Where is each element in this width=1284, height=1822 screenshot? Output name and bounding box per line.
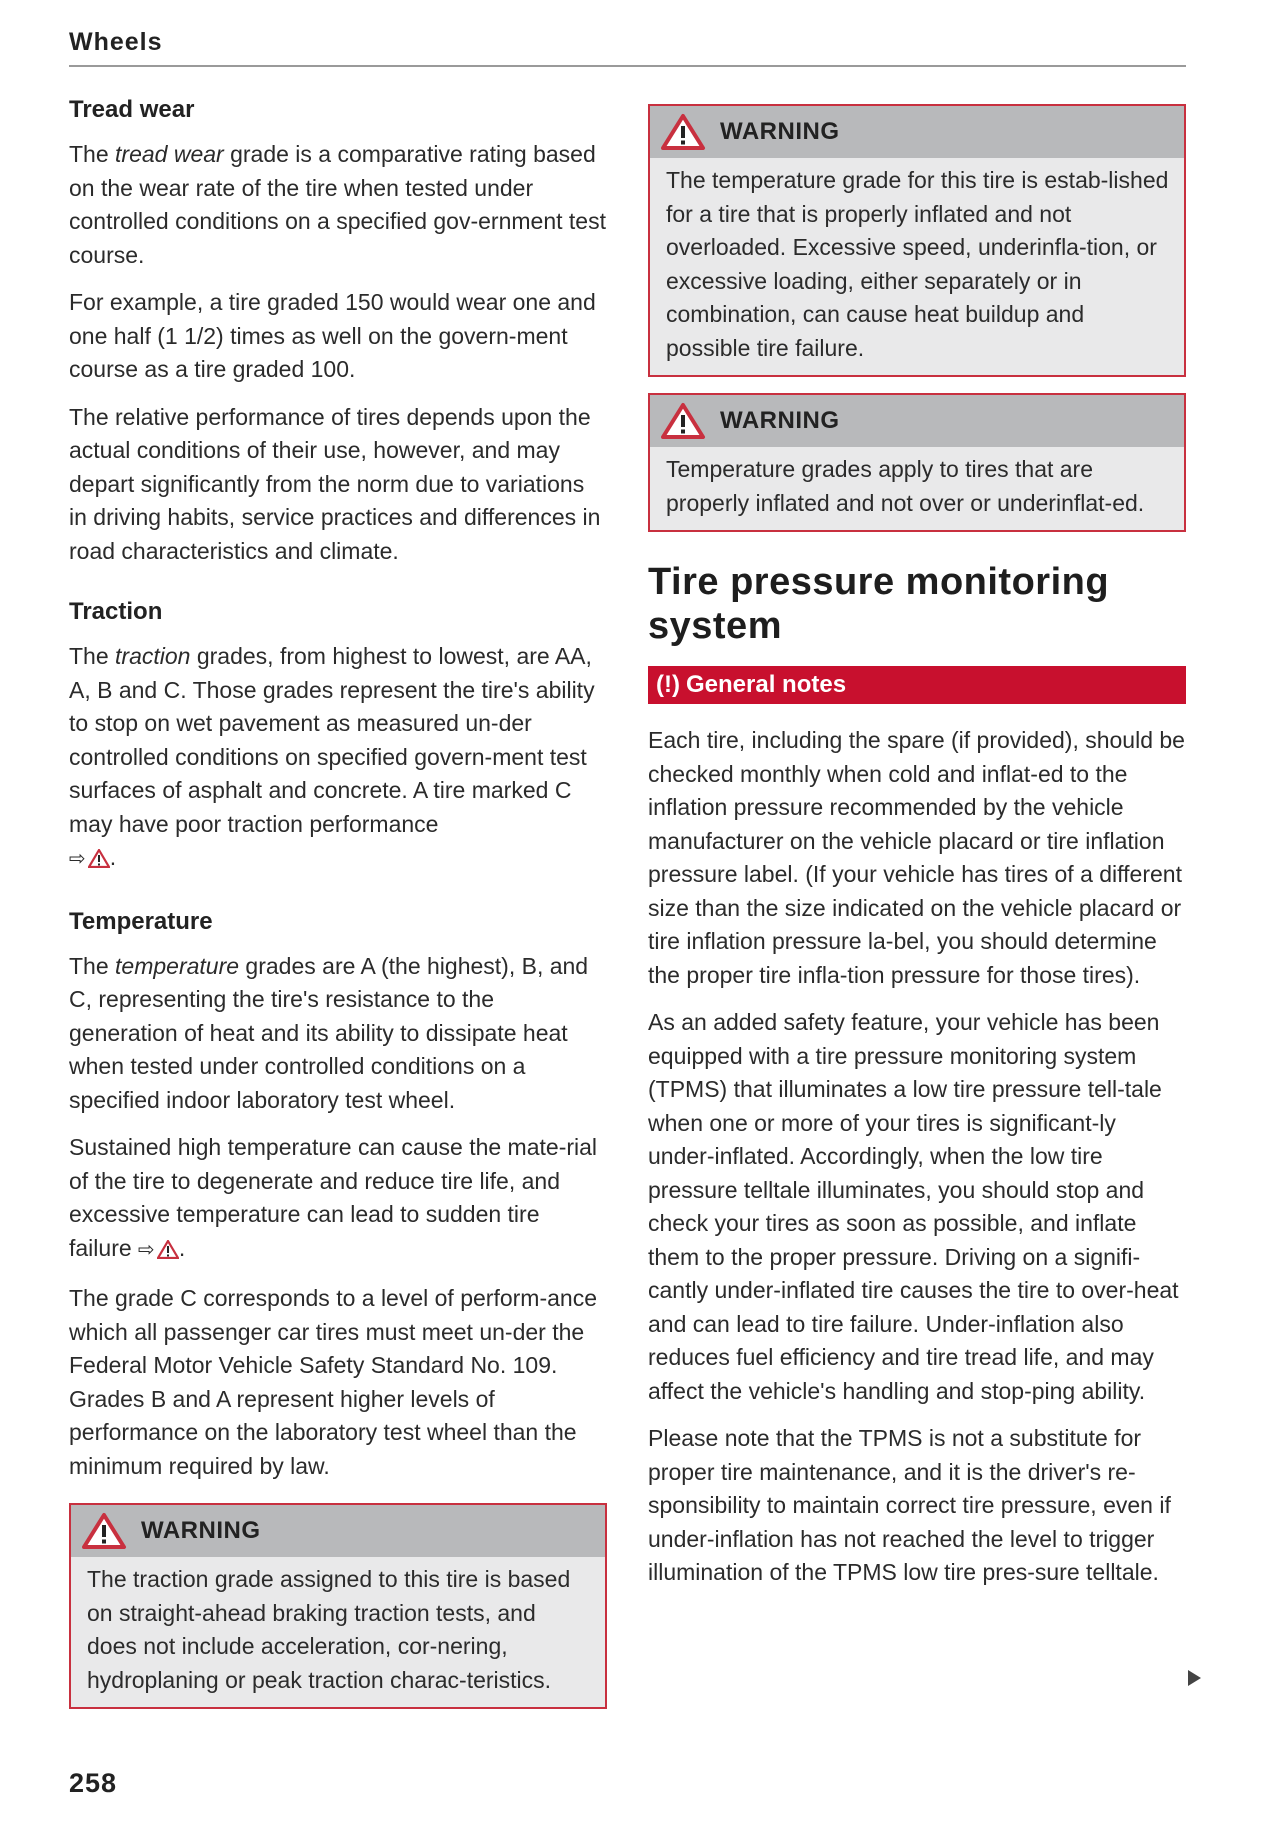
warning-title: WARNING [141, 1517, 261, 1544]
tpms-paragraph-1: Each tire, including the spare (if provided), should be checked monthly when cold and inflat-ed to the inflation pressure recommended by the vehicle manufacturer on the vehicle placard or tire inflation pressure label. (If your vehicle has tires of a different size than the size indicated on the vehicle placard or tire inflation pressure la-bel, you should determine the proper tire infla-tion pressure for those tires). [648, 727, 1185, 988]
general-notes-label: General notes [685, 671, 847, 698]
warning-title: WARNING [720, 407, 840, 434]
continue-arrow-icon [1188, 1670, 1201, 1686]
tread-wear-paragraph-1 [69, 138, 607, 272]
warning-triangle-icon [81, 1512, 127, 1550]
traction-warning-box [69, 1503, 607, 1709]
header-title: Wheels [69, 28, 163, 56]
temperature-paragraph-2 [69, 1131, 607, 1268]
general-notes-bar [648, 666, 1186, 704]
section-title: Tire pressure monitoring system [648, 561, 1110, 647]
warning-reference-icon[interactable] [157, 1235, 179, 1269]
tpms-paragraph-3: Please note that the TPMS is not a substitute for proper tire maintenance, and it is the driver's re-sponsibility to maintain correct tire pressure, even if under-inflation has not reached the level to trigger illumination of the TPMS low tire pres-sure telltale. [648, 1425, 1171, 1585]
left-column [69, 96, 607, 1725]
warning-triangle-icon [660, 113, 706, 151]
emphasis-term: temperature [115, 952, 240, 979]
temperature-grades-warning-box [648, 393, 1186, 532]
traction-heading: Traction [69, 598, 163, 625]
text-fragment: . [178, 1234, 186, 1261]
tread-wear-paragraph-2: For example, a tire graded 150 would wear one and one half (1 1/2) times as well on the govern-ment course as a tire graded 100. [69, 289, 596, 382]
note-icon: (!) [656, 671, 680, 698]
text-fragment: grade is a comparative rating based on the wear rate of the tire when tested under controlled conditions on a specified gov-ernment test course. [69, 141, 606, 268]
warning-reference-icon[interactable] [88, 844, 110, 878]
page-header [69, 28, 1186, 67]
temperature-paragraph-1 [69, 950, 607, 1118]
temperature-heading: Temperature [69, 907, 213, 935]
warning-triangle-icon [660, 402, 706, 440]
temperature-paragraph-3: The grade C corresponds to a level of perform-ance which all passenger car tires must meet un-der the Federal Motor Vehicle Safety Standard No. 109. Grades B and A represent higher levels of performance on the laboratory test wheel than the minimum required by law. [69, 1285, 597, 1479]
text-fragment: Sustained high temperature can cause the mate-rial of the tire to degenerate and reduce tire life, and excessive temperature can lead to sudden tire failure [69, 1134, 598, 1261]
text-fragment: grades are A (the highest), B, and C, representing the tire's resistance to the generation of heat and its ability to dissipate heat when tested under controlled conditions on a specified indoor laboratory test wheel. [69, 952, 589, 1113]
text-fragment: The [69, 643, 116, 669]
warning-title: WARNING [720, 118, 840, 145]
tread-wear-paragraph-3: The relative performance of tires depends upon the actual conditions of their use, however, and may depart significantly from the norm due to variations in driving habits, service practices and differences in road characteristics and climate. [69, 403, 601, 564]
tread-wear-heading: Tread wear [69, 96, 195, 123]
text-fragment: . [109, 844, 117, 870]
text-fragment: The [69, 952, 116, 979]
temperature-warning-box [648, 104, 1186, 377]
text-fragment: grades, from highest to lowest, are AA, A, B and C. Those grades represent the tire's ability to stop on wet pavement as measured un-der controlled conditions on specified govern-ment test surfaces of asphalt and concrete. A tire marked C may have poor traction performance [69, 643, 595, 837]
reference-arrow-icon[interactable]: ⇨ [69, 848, 86, 870]
right-column [648, 104, 1186, 1604]
warning-text: Temperature grades apply to tires that are properly inflated and not over or underinflat-ed. [666, 456, 1145, 516]
warning-text: The temperature grade for this tire is estab-lished for a tire that is properly inflated and not overloaded. Excessive speed, underinfla-tion, or excessive loading, either separately or in combination, can cause heat buildup and possible tire failure. [666, 167, 1169, 361]
traction-paragraph [69, 640, 607, 878]
page-number: 258 [69, 1768, 118, 1798]
text-fragment: The [69, 141, 116, 167]
warning-header [71, 1505, 605, 1557]
emphasis-term: traction [115, 643, 191, 669]
tpms-paragraph-2: As an added safety feature, your vehicle has been equipped with a tire pressure monitoring system (TPMS) that illuminates a low tire pressure tell-tale when one or more of your tires is significant-ly under-inflated. Accordingly, when the low tire pressure telltale illuminates, you should stop and check your tires as soon as possible, and inflate them to the proper pressure. Driving on a signifi-cantly under-inflated tire causes the tire to over-heat and can lead to tire failure. Under-inflation also reduces fuel efficiency and tire tread life, and may affect the vehicle's handling and stop-ping ability. [648, 1009, 1179, 1404]
warning-text: The traction grade assigned to this tire is based on straight-ahead braking traction tests, and does not include acceleration, cor-nering, hydroplaning or peak traction charac-teristics. [87, 1566, 571, 1693]
warning-header [650, 106, 1184, 158]
emphasis-term: tread wear [115, 141, 224, 167]
reference-arrow-icon[interactable]: ⇨ [138, 1238, 155, 1261]
warning-header [650, 395, 1184, 447]
